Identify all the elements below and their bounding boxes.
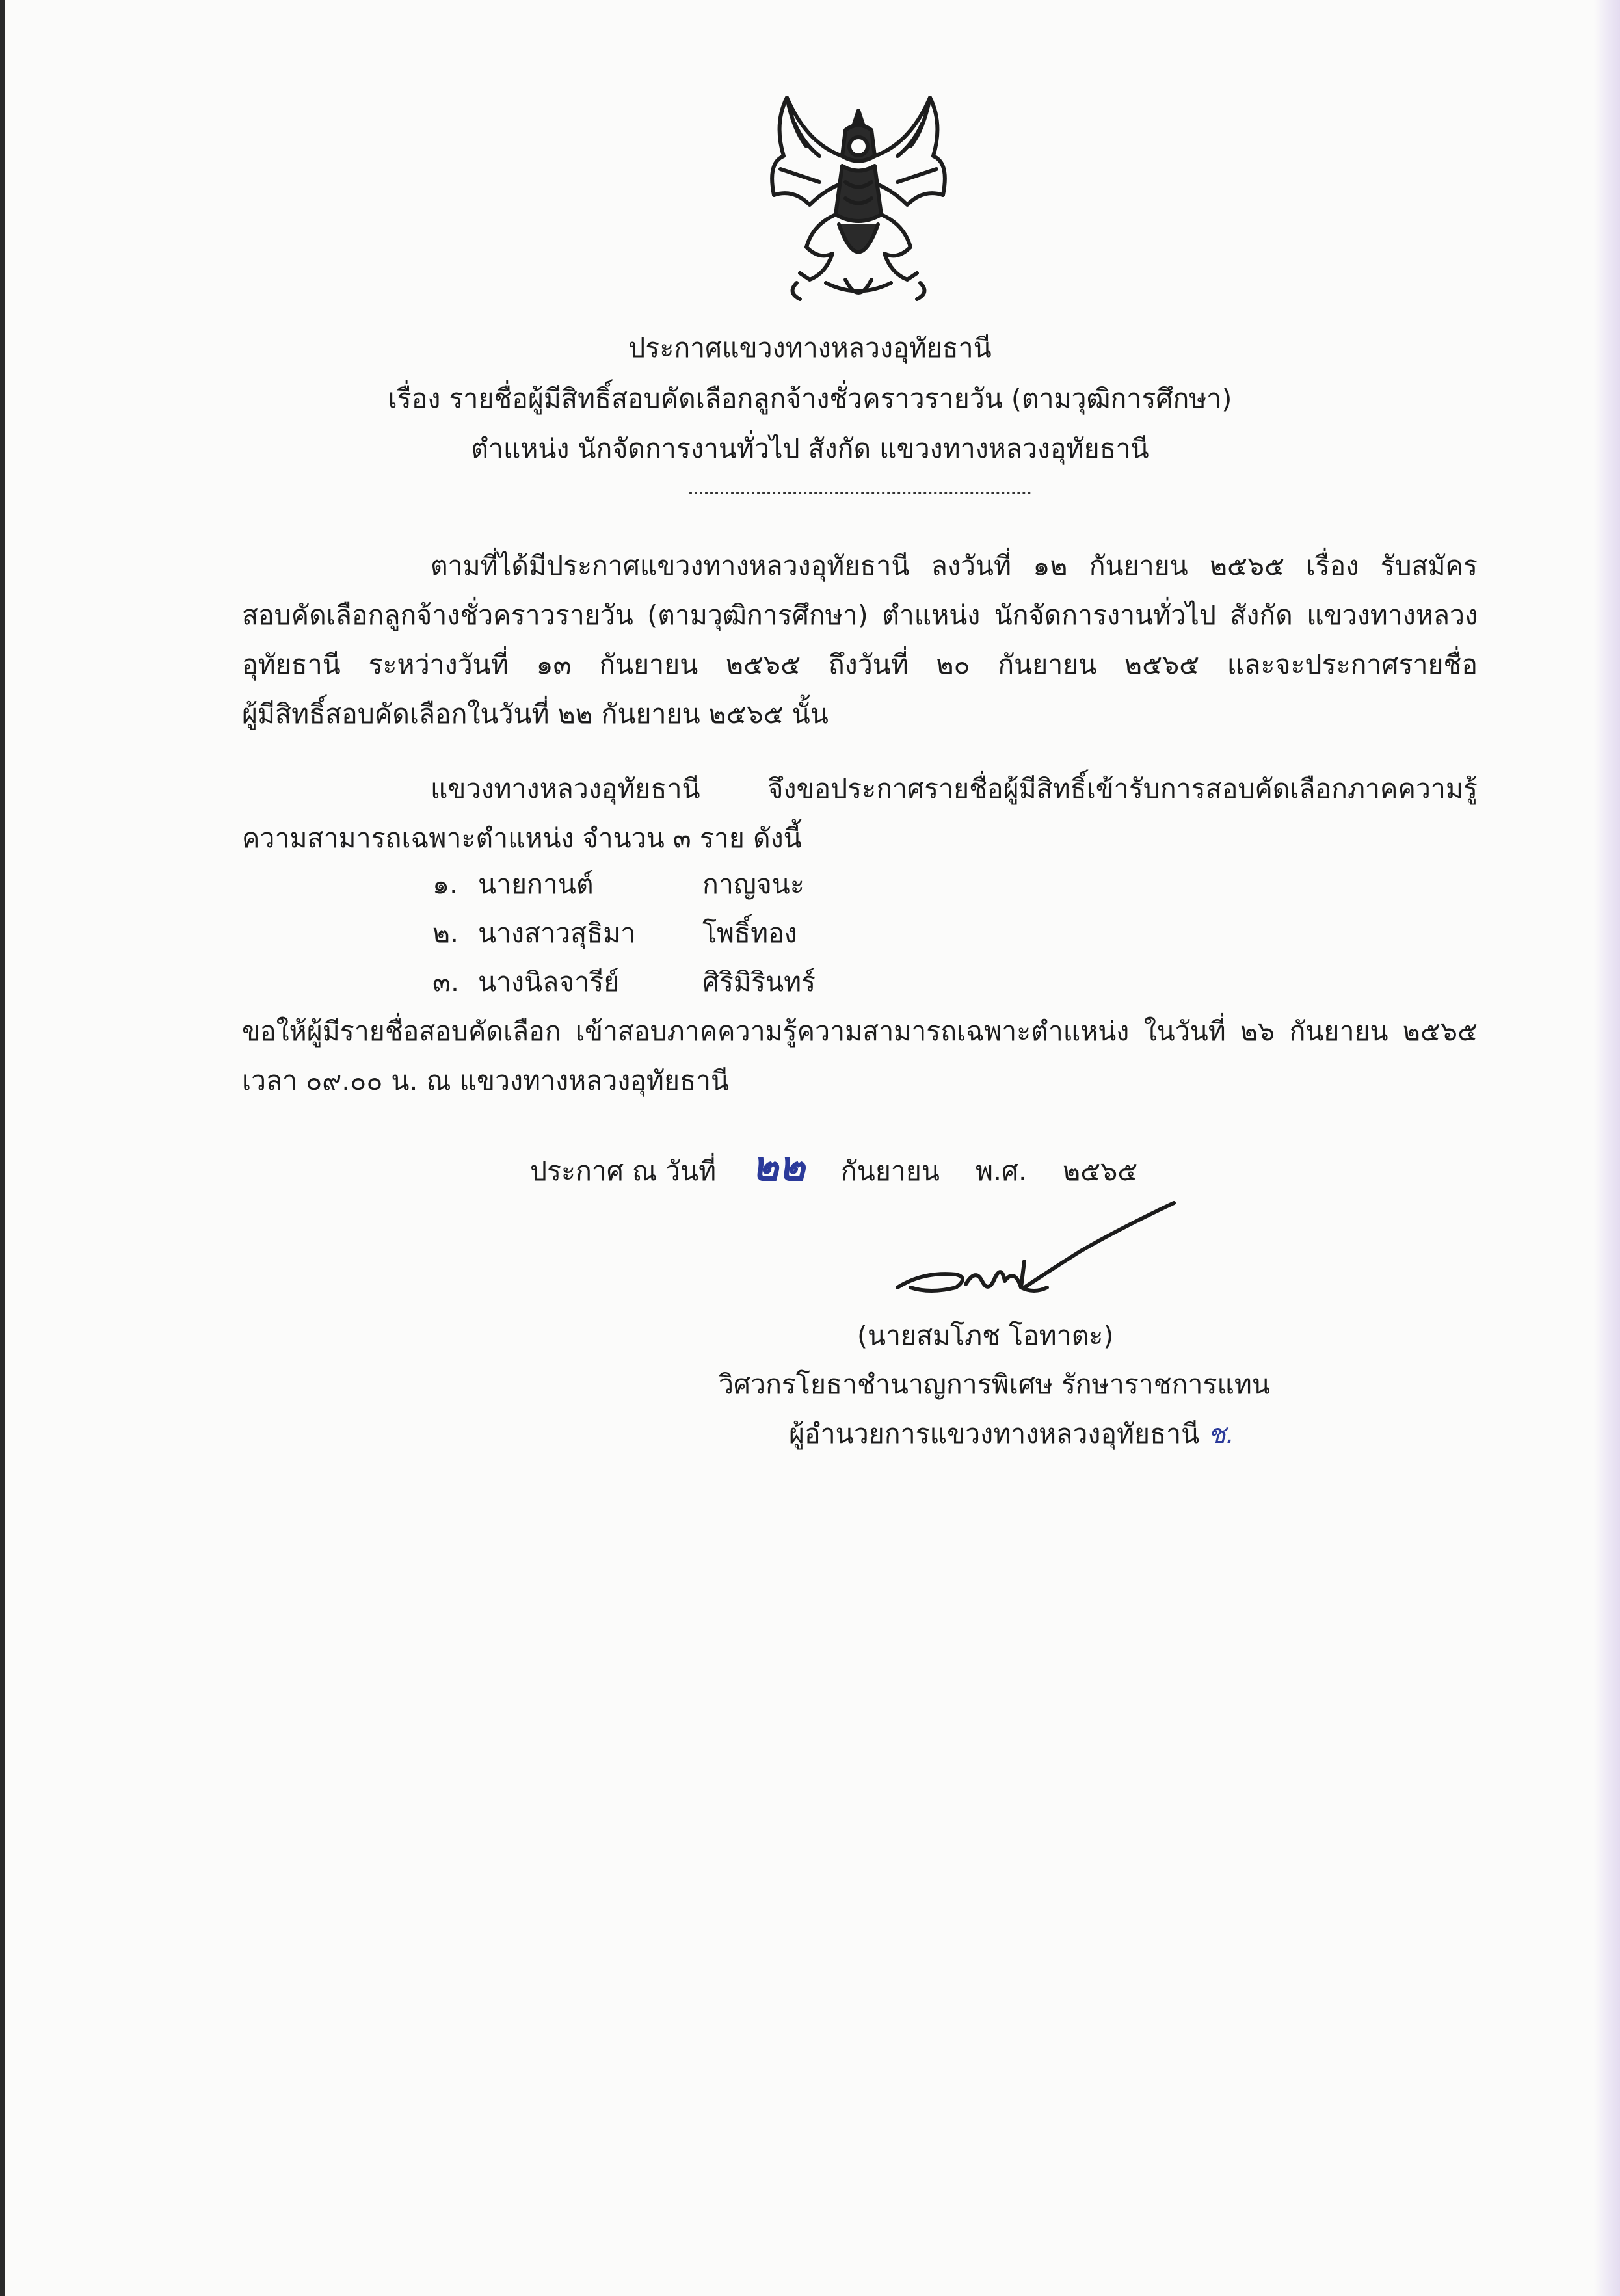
announce-date-month: กันยายน — [840, 1155, 940, 1187]
announce-date-prefix: ประกาศ ณ วันที่ — [530, 1155, 717, 1187]
candidate-last-name: โพธิ์ทอง — [702, 917, 797, 949]
handwritten-mark: ช. — [1208, 1418, 1235, 1449]
signatory-office — [0, 1413, 1620, 1455]
header-divider — [689, 492, 1031, 494]
document-position: ตำแหน่ง นักจัดการงานทั่วไป สังกัด แขวงทางหลวงอุทัยธานี — [471, 433, 1149, 464]
candidate-first-name: นางสาวสุธิมา — [478, 917, 636, 949]
candidate-first-name: นายกานต์ — [478, 869, 594, 900]
announce-date-era: พ.ศ. — [975, 1155, 1028, 1187]
announce-date-day: ๒๒ — [752, 1142, 805, 1190]
paragraph-announcement — [242, 764, 1478, 863]
paragraph-line: ผู้มีสิทธิ์สอบคัดเลือกในวันที่ ๒๒ กันยายน ๒๕๖๕ นั้น — [242, 698, 829, 730]
candidate-last-name: กาญจนะ — [702, 869, 804, 900]
paragraph-line: อุทัยธานี ระหว่างวันที่ ๑๓ กันยายน ๒๕๖๕ ถึงวันที่ ๒๐ กันยายน ๒๕๖๕ และจะประกาศรายชื่อ — [242, 649, 1478, 680]
announce-date — [530, 1135, 1165, 1198]
handwritten-signature — [884, 1190, 1190, 1307]
paragraph-exam-schedule — [242, 1007, 1478, 1105]
signatory-name: (นายสมโภช โอทาตะ) — [857, 1320, 1114, 1351]
candidate-number: ๑. — [432, 869, 458, 900]
signatory-title: วิศวกรโยธาชำนาญการพิเศษ รักษาราชการแทน — [719, 1369, 1270, 1400]
paragraph-line: ตามที่ได้มีประกาศแขวงทางหลวงอุทัยธานี ลงวันที่ ๑๒ กันยายน ๒๕๖๕ เรื่อง รับสมัคร — [431, 550, 1478, 581]
paragraph-line: สอบคัดเลือกลูกจ้างชั่วคราวรายวัน (ตามวุฒิการศึกษา) ตำแหน่ง นักจัดการงานทั่วไป สังกัด แขวงทางหลวง — [242, 600, 1478, 631]
paragraph-line: ความสามารถเฉพาะตำแหน่ง จำนวน ๓ ราย ดังนี้ — [242, 823, 802, 854]
announce-date-year: ๒๕๖๕ — [1063, 1155, 1138, 1187]
paragraph-background — [242, 541, 1478, 739]
signatory-office-text: ผู้อำนวยการแขวงทางหลวงอุทัยธานี — [789, 1418, 1200, 1449]
candidate-number: ๓. — [432, 966, 460, 997]
document-title: ประกาศแขวงทางหลวงอุทัยธานี — [628, 332, 992, 363]
garuda-emblem-icon — [748, 85, 969, 319]
candidate-first-name: นางนิลจารีย์ — [478, 966, 620, 997]
paragraph-line: ขอให้ผู้มีรายชื่อสอบคัดเลือก เข้าสอบภาคความรู้ความสามารถเฉพาะตำแหน่ง ในวันที่ ๒๖ กันยายน ๒๕๖๕ — [242, 1016, 1478, 1047]
candidate-number: ๒. — [432, 917, 459, 949]
document-subject: เรื่อง รายชื่อผู้มีสิทธิ์สอบคัดเลือกลูกจ้างชั่วคราวรายวัน (ตามวุฒิการศึกษา) — [388, 383, 1232, 414]
paragraph-line: เวลา ๐๙.๐๐ น. ณ แขวงทางหลวงอุทัยธานี — [242, 1065, 730, 1096]
paragraph-line: แขวงทางหลวงอุทัยธานี จึงขอประกาศรายชื่อผู้มีสิทธิ์เข้ารับการสอบคัดเลือกภาคความรู้ — [431, 773, 1478, 804]
candidate-last-name: ศิริมิรินทร์ — [702, 966, 816, 997]
